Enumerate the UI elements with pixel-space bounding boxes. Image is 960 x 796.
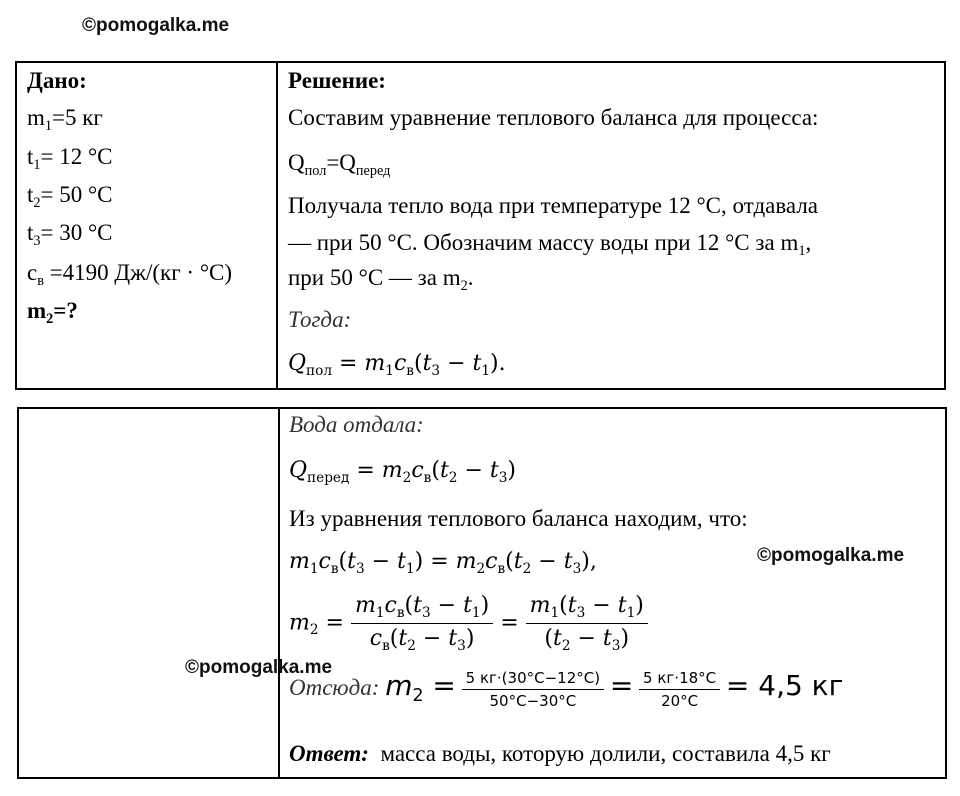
solution-column-1: [288, 63, 938, 388]
result-value: = 4,5 кг: [725, 669, 844, 702]
from-balance-text: Из уравнения теплового баланса находим, что:: [289, 506, 748, 531]
hence-label: Отсюда:: [289, 675, 380, 700]
watermark-left: ©pomogalka.me: [185, 657, 333, 678]
solution-intro: Составим уравнение теплового баланса для процесса:: [288, 105, 819, 130]
calc-fraction-2: $\frac{5 кг\cdot 18^\circ С}{20^\circ С}$: [639, 669, 720, 710]
formula-balance-expanded: $m_1c_в(t_3 - t_1) = m_2c_в(t_2 - t_3)$,: [289, 549, 597, 577]
solution-column-2: [289, 409, 939, 777]
given-header: Дано:: [27, 68, 87, 93]
solution-paragraph-line-1: Получала тепло вода при температуре 12 °С, отдавала: [288, 193, 819, 218]
watermark-right: ©pomogalka.me: [757, 545, 905, 566]
given-item-t3: $t_3= 30$ °С: [27, 220, 113, 249]
watermark-top: ©pomogalka.me: [82, 15, 230, 36]
solution-continuation-table: [17, 407, 947, 779]
column-divider: [278, 409, 280, 777]
formula-q-received: $Q_{пол} = m_1c_в(t_3 - t_1)$.: [288, 351, 506, 379]
formula-q-given: $Q_{перед} = m_2c_в(t_2 - t_3)$: [289, 458, 516, 486]
fraction-2: $\frac{m_1(t_3 - t_1)}{(t_2 - t_3)}$: [526, 593, 648, 654]
balance-equation: $Q_{пол}=Q_{перед}$: [288, 150, 391, 179]
answer-label: Ответ:: [289, 741, 369, 766]
given-item-t1: $t_1= 12$ °С: [27, 144, 113, 173]
fraction-1: $\frac{m_1c_в(t_3 - t_1)}{c_в(t_2 - t_3)}$: [351, 593, 493, 654]
then-label: Тогда:: [288, 307, 352, 332]
solution-paragraph-line-3: при 50 °С — за $m_2$.: [288, 265, 474, 294]
given-find: $m_2=$?: [27, 298, 78, 327]
calc-fraction-1: $\frac{5 кг\cdot(30^\circ С-12^\circ С)}{50^\circ С-30^\circ С}$: [462, 669, 604, 710]
given-item-c: $c_в =4190$ Дж/(кг · °С): [27, 260, 233, 289]
given-item-t2: $t_2= 50$ °С: [27, 182, 113, 211]
gave-label: Вода отдала:: [289, 412, 424, 437]
final-calculation: Отсюда: $m_2$ = $\frac{5 кг\cdot(30^\circ С-12^\circ С)}{50^\circ С-30^\circ С}$ = $\frac{5 кг\cdot 18^\circ С}{20^\circ С}$ = 4,5 кг: [289, 669, 844, 711]
answer-line: [289, 740, 831, 768]
given-column: [27, 63, 277, 388]
solution-header: Решение:: [288, 68, 386, 93]
given-item-m1: $m_1=5$ кг: [27, 105, 103, 134]
answer-text: масса воды, которую долили, составила 4,5 кг: [380, 741, 831, 766]
given-solution-table: [15, 61, 946, 390]
solution-paragraph-line-2: — при 50 °С. Обозначим массу воды при 12 °С за $m_1$,: [288, 230, 812, 259]
formula-m2-derivation: $m_2$ = $\frac{m_1c_в(t_3 - t_1)}{c_в(t_2 - t_3)}$ = $\frac{m_1(t_3 - t_1)}{(t_2 - t_3)}$: [289, 593, 648, 654]
